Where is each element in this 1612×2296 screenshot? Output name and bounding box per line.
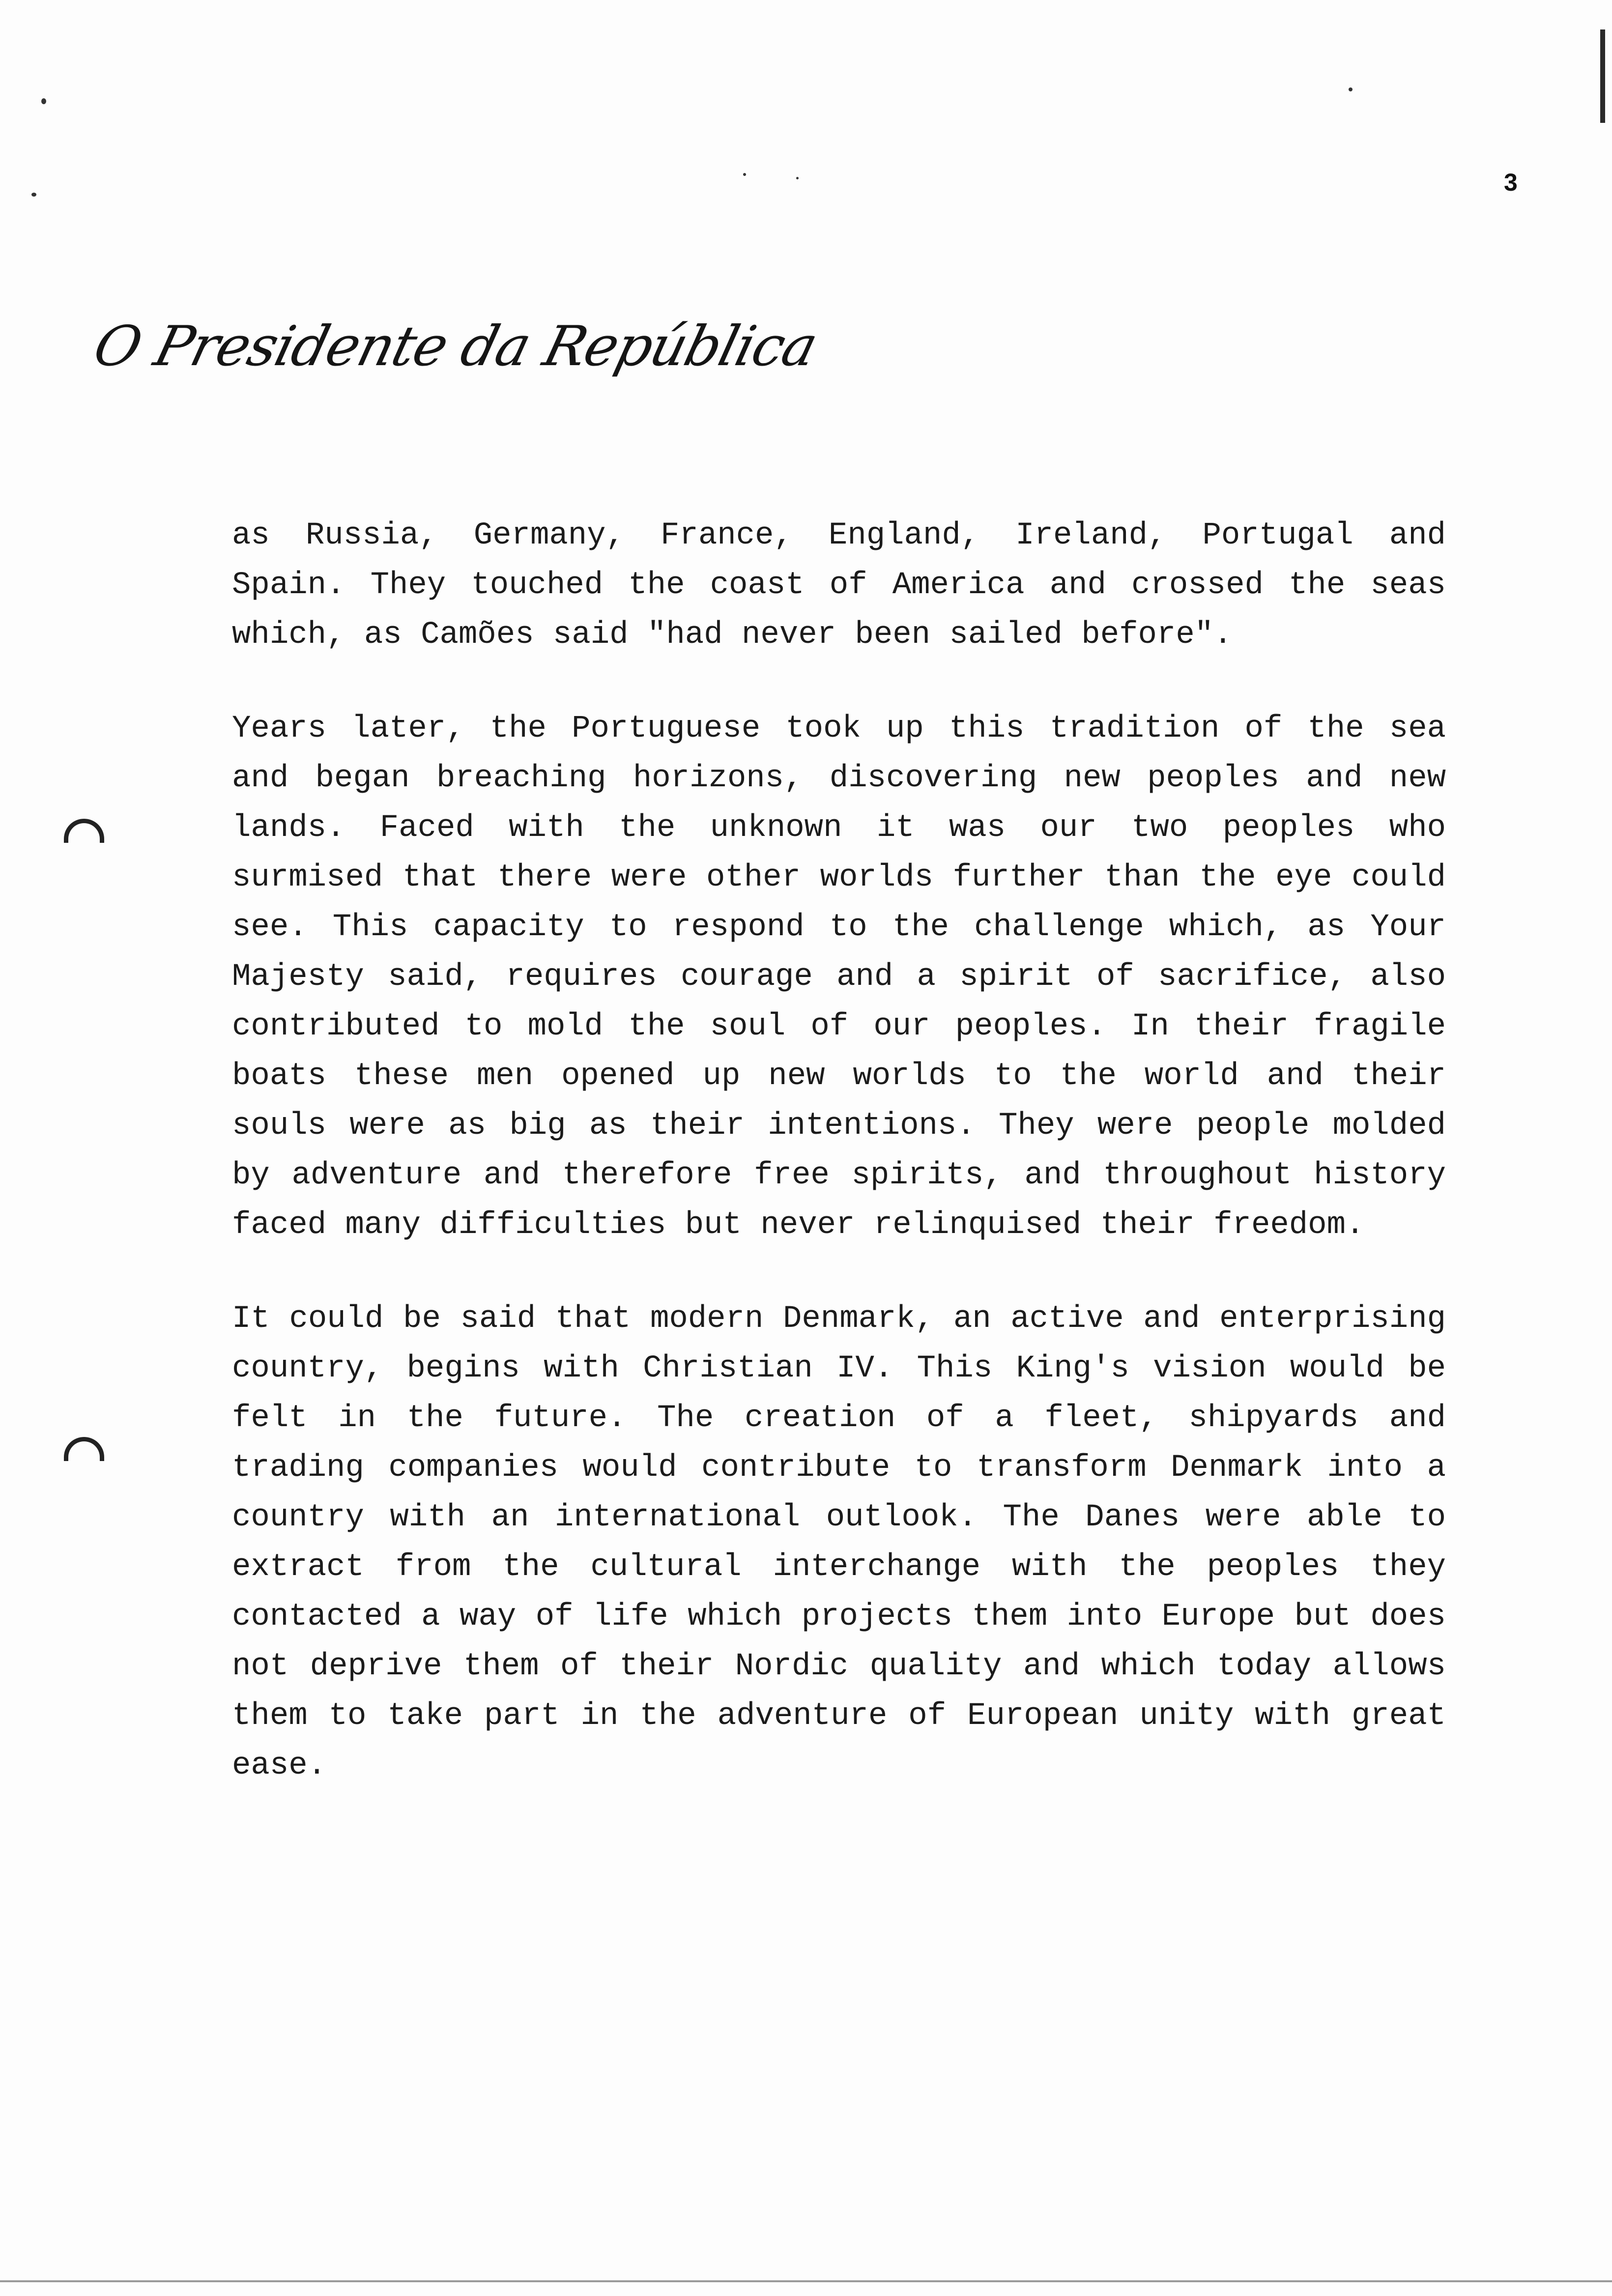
scan-bottom-edge [0,2280,1612,2282]
paragraph-2: Years later, the Portuguese took up this tradition of the sea and began breaching horizons, discovering new peoples and new lands. Faced with the unknown it was our two peoples who surmised that there were other worlds further than the eye could see. This capacity to respond to the challenge which, as Your Majesty said, requires courage and a spirit of sacrifice, also contributed to mold the soul of our peoples. In their fragile boats these men opened up new worlds to the world and their souls were as big as their intentions. They were people molded by adventure and therefore free spirits, and throughout history faced many difficulties but never relinquised their freedom. [232,711,1446,1243]
scan-speck [1349,87,1353,91]
paragraph-1: as Russia, Germany, France, England, Ireland, Portugal and Spain. They touched the coast of America and crossed the seas which, as Camões said "had never been sailed before". [232,518,1446,653]
body-text [232,511,1446,1835]
scan-speck [796,177,799,179]
page-number: 3 [1504,169,1518,196]
margin-bracket-mark [64,1437,104,1461]
scan-speck [41,98,46,104]
paragraph-3: It could be said that modern Denmark, an active and enterprising country, begins with Christian IV. This King's vision would be felt in the future. The creation of a fleet, shipyards and trading companies would contribute to transform Denmark into a country with an international outlook. The Danes were able to extract from the cultural interchange with the peoples they contacted a way of life which projects them into Europe but does not deprive them of their Nordic quality and which today allows them to take part in the adventure of European unity with great ease. [232,1301,1446,1783]
scan-speck [743,173,746,176]
margin-bracket-mark [64,819,104,843]
letterhead-signature: O Presidente da República [87,315,823,378]
scan-speck [31,193,36,197]
scan-edge-artifact [1600,29,1605,123]
